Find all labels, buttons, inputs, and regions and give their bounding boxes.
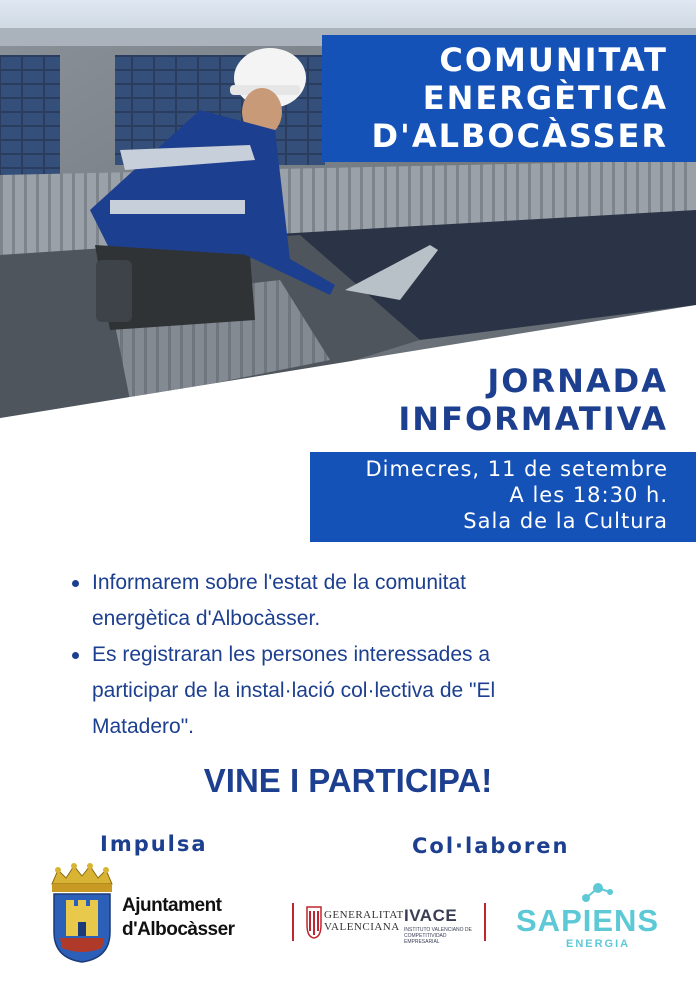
collaborators-label: Col·laboren (412, 834, 570, 858)
event-venue: Sala de la Cultura (463, 509, 668, 533)
title-line-1: COMUNITAT (439, 41, 668, 79)
impulsa-label: Impulsa (100, 832, 208, 856)
event-name-line-1: JORNADA (487, 362, 668, 400)
sapiens-logo: SAPIENS (516, 903, 660, 938)
divider (292, 903, 294, 941)
ivace-logo: IVACE (404, 906, 458, 925)
bullet-list (72, 565, 632, 745)
event-time: A les 18:30 h. (509, 483, 668, 507)
sapiens-molecule-icon (578, 880, 618, 904)
ivace-subtitle: INSTITUTO VALENCIANO DE COMPETITIVIDAD EMPRESARIAL (404, 927, 472, 945)
event-name (398, 362, 668, 438)
event-name-line-2: INFORMATIVA (398, 400, 668, 438)
bullet-dot-icon (72, 652, 79, 659)
bullet-item: Es registraran les persones interessades a participar de la instal·lació col·lectiva de "El Matadero". (72, 637, 632, 745)
title-line-3: D'ALBOCÀSSER (371, 117, 668, 155)
call-to-action: VINE I PARTICIPA! (203, 762, 493, 799)
divider (484, 903, 486, 941)
title-line-2: ENERGÈTICA (422, 79, 668, 117)
sapiens-subtitle: ENERGIA (566, 938, 631, 950)
event-date: Dimecres, 11 de setembre (365, 457, 668, 481)
bullet-item: Informarem sobre l'estat de la comunitat energètica d'Albocàsser. (72, 565, 632, 637)
generalitat-name: GENERALITAT VALENCIANA (324, 909, 404, 933)
generalitat-emblem-icon (305, 905, 323, 939)
title-banner (322, 35, 696, 162)
bullet-dot-icon (72, 580, 79, 587)
event-details-box (310, 452, 696, 542)
albocasser-crest-icon (44, 862, 120, 964)
ajuntament-name: Ajuntament d'Albocàsser (122, 895, 235, 940)
